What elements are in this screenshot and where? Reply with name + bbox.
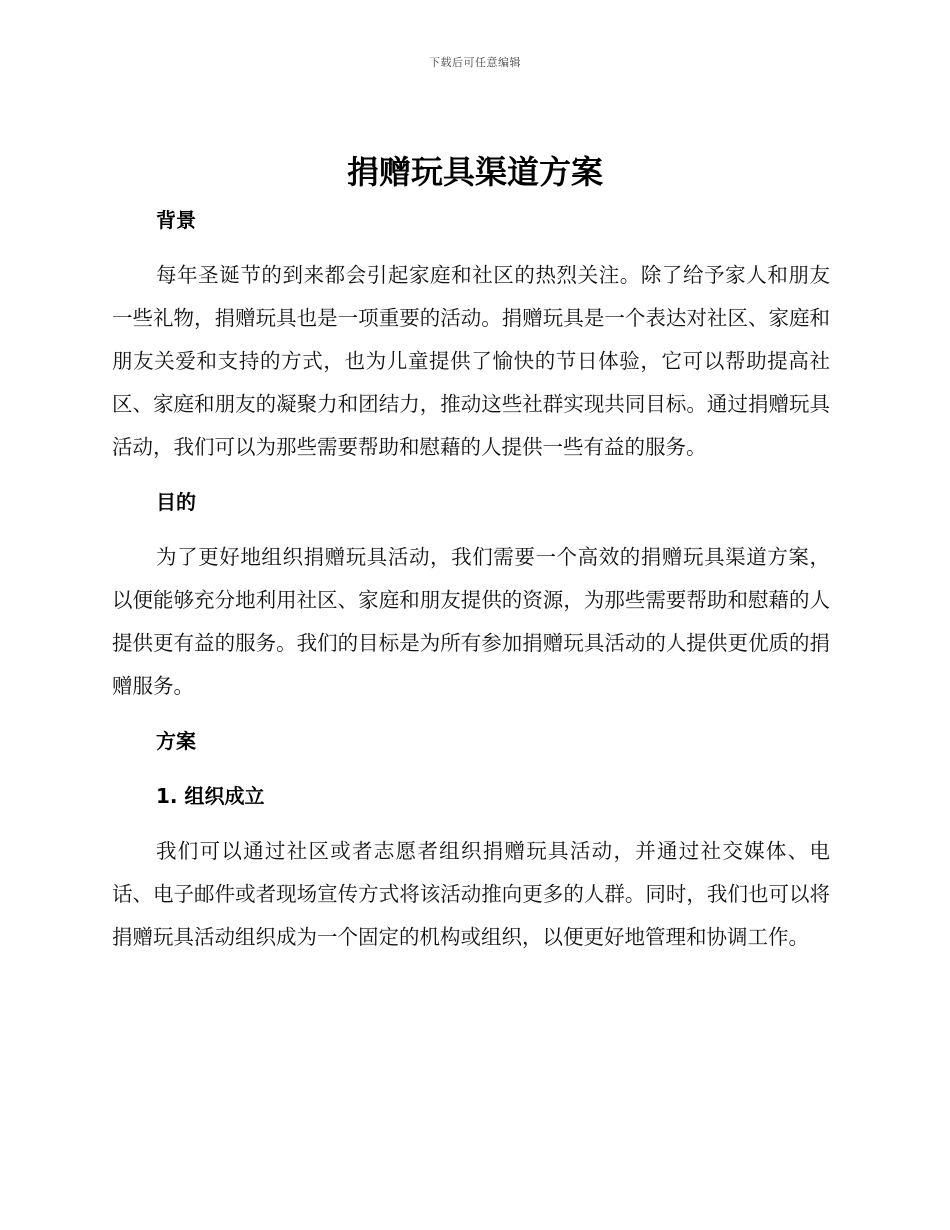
- document-title: 捐赠玩具渠道方案: [346, 153, 603, 191]
- header-note: 下载后可任意编辑: [429, 56, 521, 69]
- section-heading-background: 背景: [156, 208, 196, 232]
- paragraph-organize: 我们可以通过社区或者志愿者组织捐赠玩具活动，并通过社交媒体、电话、电子邮件或者现场宣传方式将该活动推向更多的人群。同时，我们也可以将捐赠玩具活动组织成为一个固定的机构或组织，以便更好地管理和协调工作。: [112, 839, 830, 949]
- subsection-heading-organize: 1. 组织成立: [156, 784, 265, 808]
- paragraph-background: 每年圣诞节的到来都会引起家庭和社区的热烈关注。除了给予家人和朋友一些礼物，捐赠玩具也是一项重要的活动。捐赠玩具是一个表达对社区、家庭和朋友关爱和支持的方式，也为儿童提供了愉快的节日体验，它可以帮助提高社区、家庭和朋友的凝聚力和团结力，推动这些社群实现共同目标。通过捐赠玩具活动，我们可以为那些需要帮助和慰藉的人提供一些有益的服务。: [112, 263, 830, 459]
- section-heading-purpose: 目的: [156, 490, 196, 514]
- section-heading-plan: 方案: [156, 729, 196, 753]
- document-body: [112, 199, 830, 959]
- paragraph-purpose: 为了更好地组织捐赠玩具活动，我们需要一个高效的捐赠玩具渠道方案，以便能够充分地利用社区、家庭和朋友提供的资源，为那些需要帮助和慰藉的人提供更有益的服务。我们的目标是为所有参加捐赠玩具活动的人提供更优质的捐赠服务。: [112, 545, 830, 698]
